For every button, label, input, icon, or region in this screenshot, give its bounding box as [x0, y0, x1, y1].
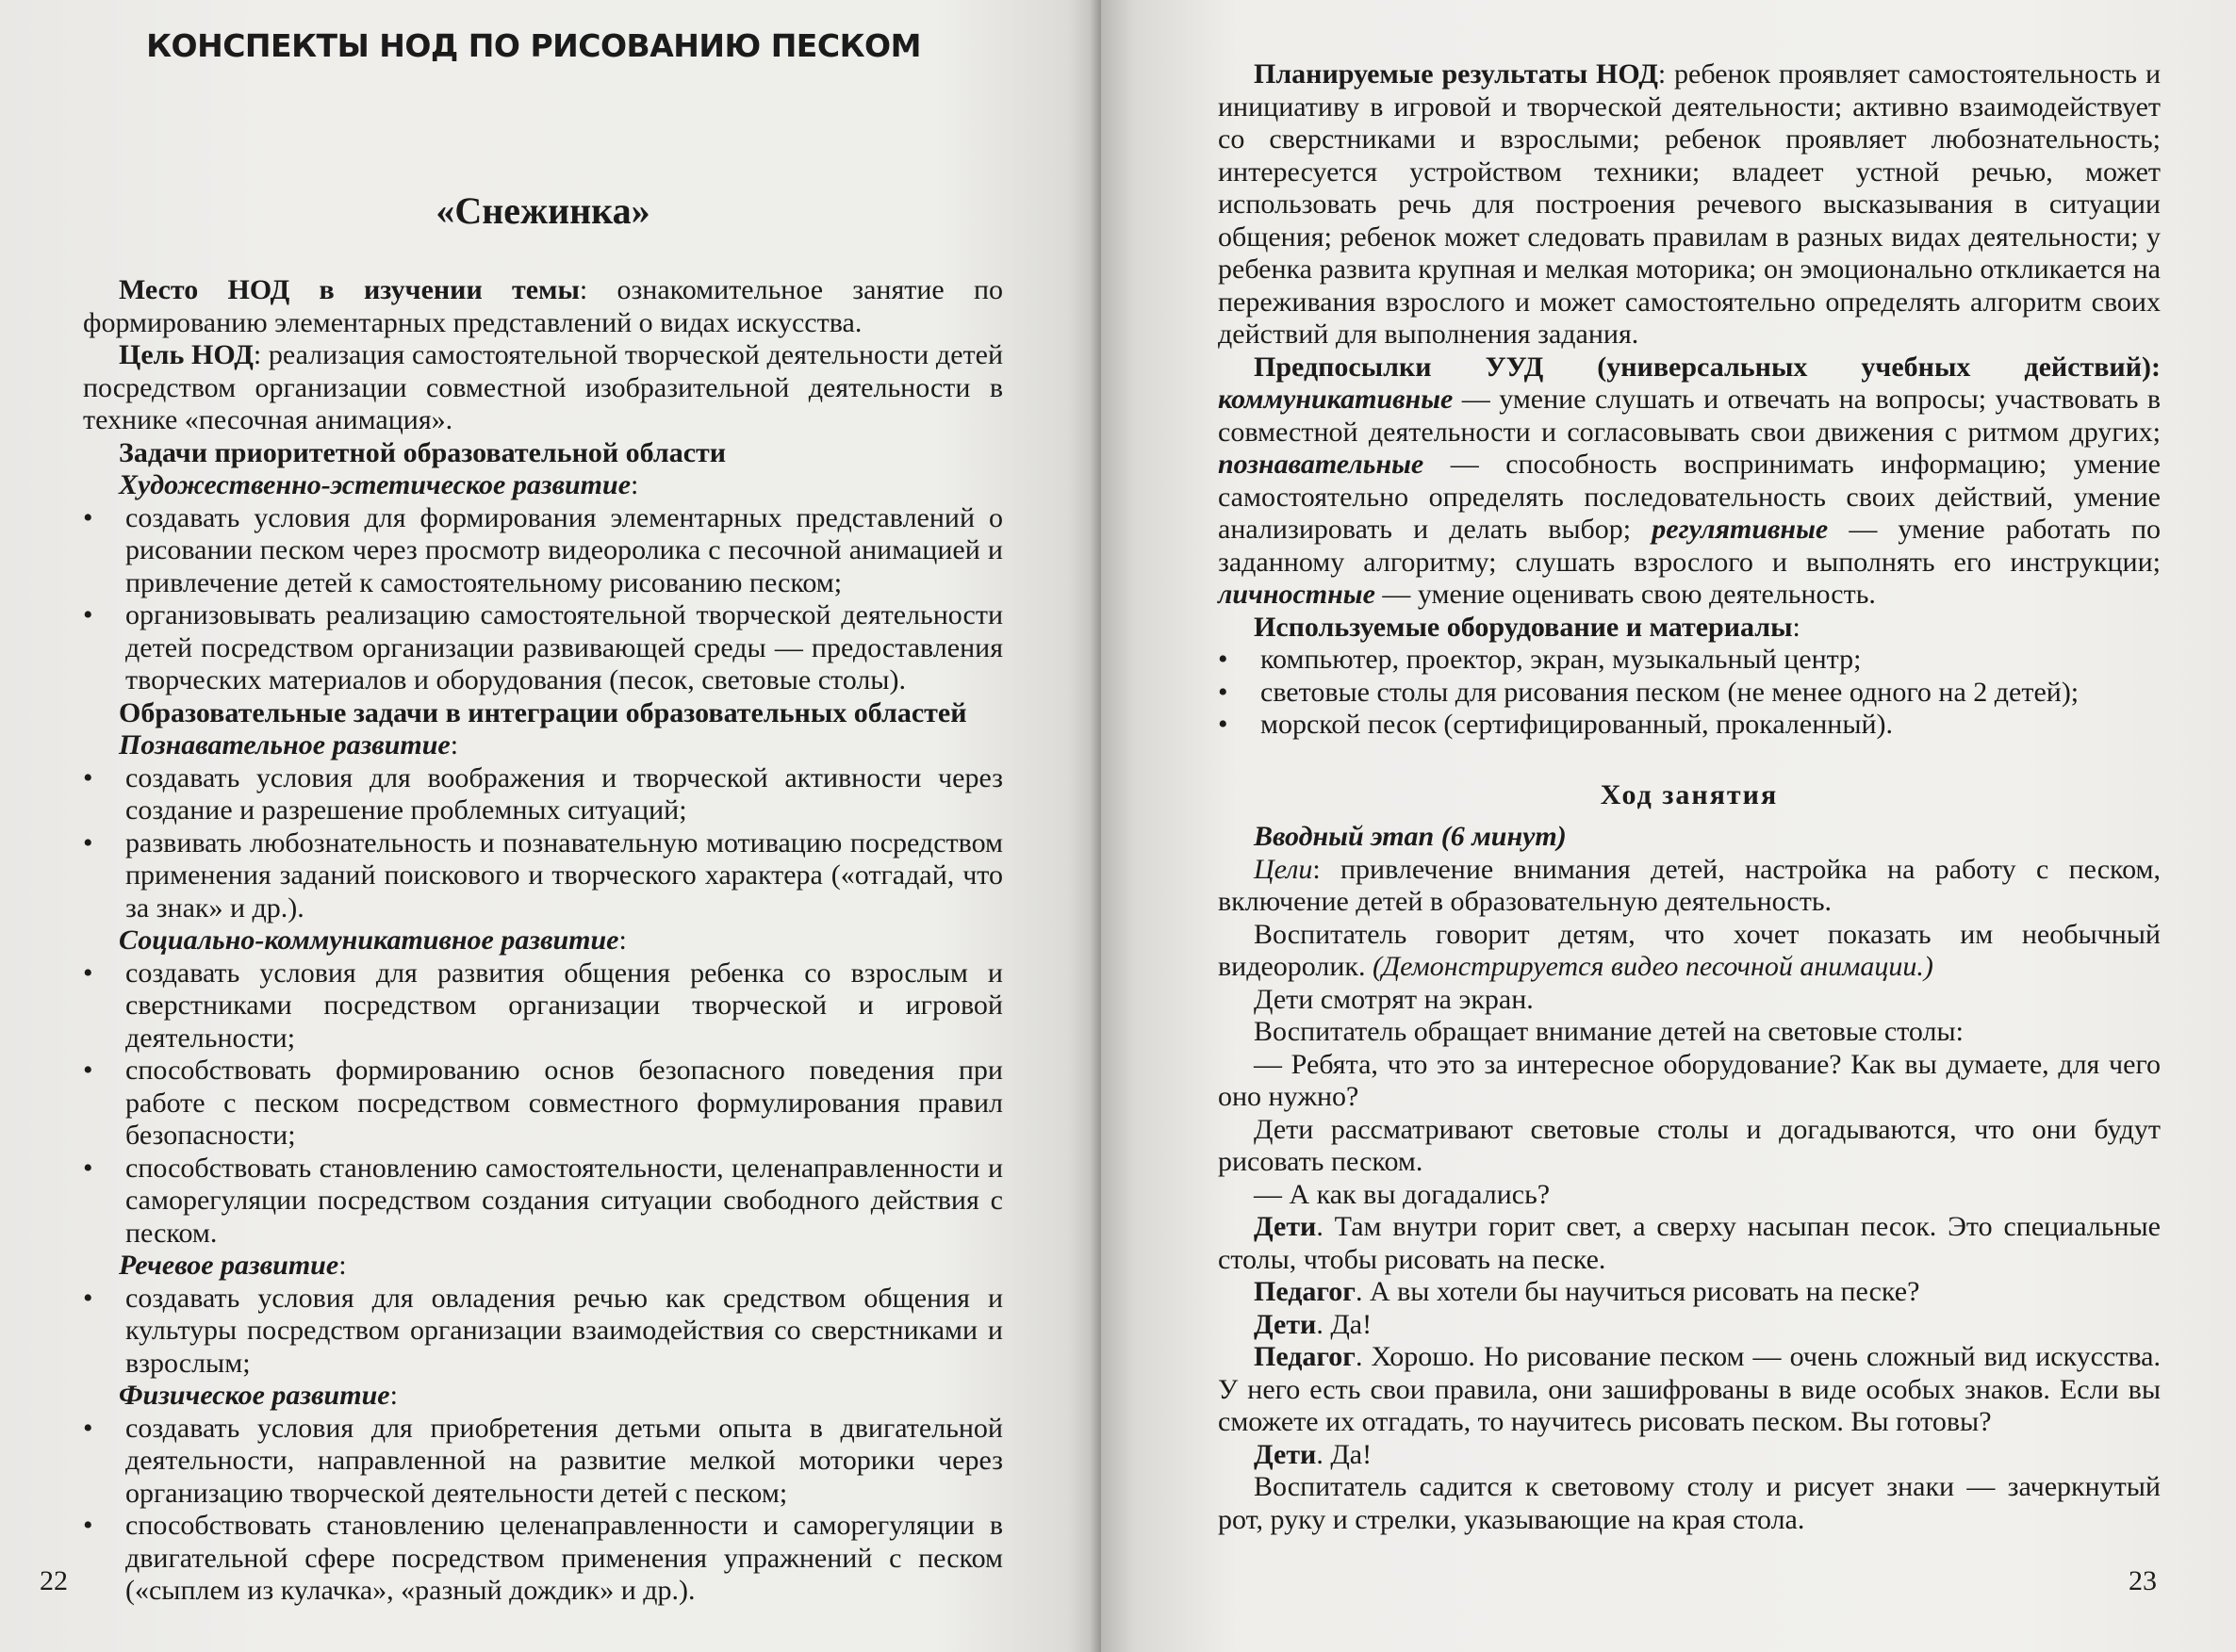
equipment-heading: Используемые оборудование и материалы: [1254, 611, 1800, 643]
narrative-paragraph: — А как вы догадались? [1254, 1178, 1551, 1210]
list-item: • создавать условия для формирования элементарных представлений о рисовании песком через просмотр видеоролика с песочной анимацией и привлечение детей к самостоятельному рисованию песком; [83, 501, 1003, 598]
list-item: • создавать условия для овладения речью как средством общения и культуры посредством организации взаимодействия со сверстниками и взрослым; [83, 1282, 1003, 1379]
goal-text: : реализация самостоятельной творческой деятельности детей посредством организации совместной изобразительной деятельности в технике «песочная анимация». [83, 339, 1003, 435]
narrative-paragraph: Дети смотрят на экран. [1254, 983, 1534, 1015]
goal-label: Цель НОД [119, 339, 254, 370]
page-number-left: 22 [40, 1564, 68, 1596]
left-page [0, 0, 1101, 1652]
list-item: • морской песок (сертифицированный, прокаленный). [1218, 709, 1894, 740]
social-heading: Социально-коммуникативное развитие: [119, 924, 627, 956]
narrative-paragraph: Дети рассматривают световые столы и догадываются, что они будут рисовать песком. [1218, 1113, 2161, 1177]
integration-heading: Образовательные задачи в интеграции образовательных областей [119, 696, 967, 728]
intro-heading: Вводный этап (6 минут) [1254, 821, 1567, 852]
speech-heading: Речевое развитие: [119, 1250, 347, 1281]
narrative-paragraph: — Ребята, что это за интересное оборудование? Как вы думаете, для чего оно нужно? [1218, 1048, 2161, 1112]
dialogue-line: Дети. Да! [1254, 1438, 1373, 1470]
list-item: • создавать условия для воображения и творческой активности через создание и разрешение проблемных ситуаций; [83, 761, 1003, 826]
list-item: • способствовать становлению самостоятельности, целенаправленности и саморегуляции посредством создания ситуации свободного действия с песком. [83, 1152, 1003, 1249]
dialogue-line: Дети. Там внутри горит свет, а сверху насыпан песок. Это специальные столы, чтобы рисовать на песке. [1218, 1211, 2161, 1275]
goals-paragraph: Цели: привлечение внимания детей, настройка на работу с песком, включение детей в образовательную деятельность. [1218, 853, 2161, 917]
physical-heading: Физическое развитие: [119, 1380, 398, 1411]
list-item: • компьютер, проектор, экран, музыкальный центр; [1218, 644, 1862, 675]
results-paragraph: Планируемые результаты НОД: ребенок проявляет самостоятельность и инициативу в игровой и творческой деятельности; активно взаимодействует со сверстниками и взрослыми; ребенок проявляет любознательность; интересуется устройством техники; владеет устной речью, может использовать речь для построения речевого высказывания в ситуации общения; ребенок может следовать правилам в разных видах деятельности; у ребенка развита крупная и мелкая моторика; он эмоционально откликается на переживания взрослого и может самостоятельно определять алгоритм своих действий для выполнения задания. [1218, 58, 2161, 350]
list-item: • создавать условия для приобретения детьми опыта в двигательной деятельности, направленной на развитие мелкой моторики через организацию творческой деятельности детей с песком; [83, 1412, 1003, 1509]
art-heading: Художественно-эстетическое развитие: [119, 469, 639, 500]
page-number-right: 23 [2129, 1564, 2157, 1596]
priority-heading: Задачи приоритетной образовательной области [119, 436, 727, 468]
list-item: • организовывать реализацию самостоятельной творческой деятельности детей посредством организации развивающей среды — предоставления творческих материалов и оборудования (песок, световые столы). [83, 599, 1003, 695]
right-page [1101, 0, 2236, 1652]
list-item: • способствовать становлению целенаправленности и саморегуляции в двигательной сфере посредством применения упражнений с песком («сыплем из кулачка», «разный дождик» и др.). [83, 1510, 1003, 1606]
goal-paragraph [83, 339, 1003, 437]
narrative-paragraph: Воспитатель обращает внимание детей на световые столы: [1254, 1016, 1964, 1047]
cognitive-heading: Познавательное развитие: [119, 729, 459, 761]
place-paragraph [83, 274, 1003, 339]
list-item: • способствовать формированию основ безопасного поведения при работе с песком посредством совместного формулирования правил безопасности; [83, 1055, 1003, 1151]
place-label: Место НОД в изучении темы [119, 274, 580, 305]
dialogue-line: Педагог. А вы хотели бы научиться рисовать на песке? [1254, 1276, 1920, 1307]
list-item: • световые столы для рисования песком (не менее одного на 2 детей); [1218, 676, 2080, 708]
dialogue-line: Педагог. Хорошо. Но рисование песком — очень сложный вид искусства. У него есть свои правила, они зашифрованы в виде особых знаков. Если вы сможете их отгадать, то научитесь рисовать песком. Вы готовы? [1218, 1341, 2161, 1437]
narrative-paragraph: Воспитатель садится к световому столу и рисует знаки — зачеркнутый рот, руку и стрелки, указывающие на края стола. [1218, 1471, 2161, 1535]
course-heading: Ход занятия [1600, 778, 1779, 810]
dialogue-line: Дети. Да! [1254, 1308, 1373, 1340]
list-item: • создавать условия для развития общения ребенка со взрослым и сверстниками посредством организации творческой и игровой деятельности; [83, 957, 1003, 1054]
uud-paragraph: Предпосылки УУД (универсальных учебных действий): коммуникативные — умение слушать и отвечать на вопросы; участвовать в совместной деятельности и согласовывать свои движения с ритмом других; познавательные — способность воспринимать информацию; умение самостоятельно определять последовательность своих действий, умение анализировать и делать выбор; регулятивные — умение работать по заданному алгоритму; слушать взрослого и выполнять его инструкции; личностные — умение оценивать свою деятельность. [1218, 351, 2161, 610]
narrative-paragraph: Воспитатель говорит детям, что хочет показать им необычный видеоролик. (Демонстрируется видео песочной анимации.) [1218, 918, 2161, 982]
page-heading: КОНСПЕКТЫ НОД ПО РИСОВАНИЮ ПЕСКОМ [146, 27, 921, 64]
lesson-title: «Снежинка» [436, 188, 650, 232]
list-item: • развивать любознательность и познавательную мотивацию посредством применения заданий поискового и творческого характера («отгадай, что за знак» и др.). [83, 826, 1003, 924]
place-text: : ознакомительное занятие по формированию элементарных представлений о видах искусства. [83, 274, 1004, 338]
